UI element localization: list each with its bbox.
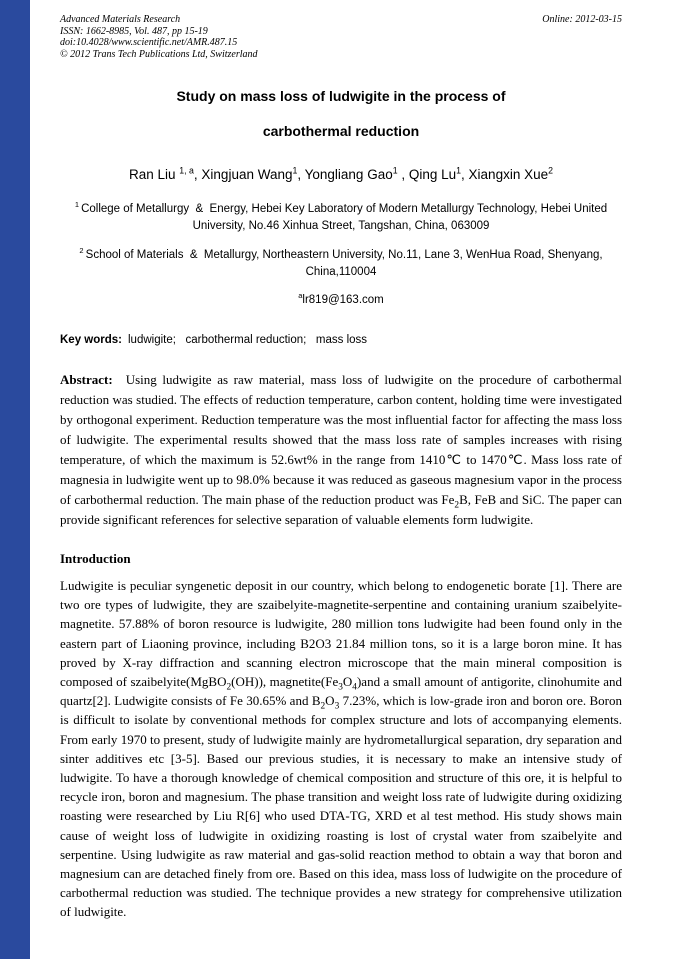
paper-title — [60, 86, 622, 141]
keywords-text: ludwigite; carbothermal reduction; mass loss — [128, 334, 368, 346]
author-email: $^a$lr819@163.com — [298, 291, 384, 306]
journal-header-row — [60, 14, 622, 26]
journal-copyright: © 2012 Trans Tech Publications Ltd, Switzerland — [60, 48, 258, 60]
journal-doi: doi:10.4028/www.scientific.net/AMR.487.15 — [60, 37, 238, 48]
keywords-label: Key words: — [60, 334, 122, 346]
keywords-line — [60, 332, 622, 348]
affiliation-1: $^1$ College of Metallurgy & Energy, Hebei Key Laboratory of Modern Metallurgy Technology, Hebei United University, No.46 Xinhua Street, Tangshan, China, 063009 — [74, 200, 611, 232]
paper-title-line-1: Study on mass loss of ludwigite in the process of — [176, 88, 506, 104]
left-edge-bar — [0, 0, 30, 959]
paper-title-line-2: carbothermal reduction — [262, 123, 420, 139]
affiliation-2: $^2$ School of Materials & Metallurgy, Northeastern University, No.11, Lane 3, WenHua Road, Shenyang, China,110004 — [79, 246, 606, 278]
article-page — [30, 0, 678, 959]
online-date: Online: 2012-03-15 — [542, 14, 622, 25]
journal-issn: ISSN: 1662-8985, Vol. 487, pp 15-19 — [60, 25, 208, 37]
abstract-text: Using ludwigite as raw material, mass loss of ludwigite on the procedure of carbothermal reduction was studied. The effects of reduction temperature, carbon content, holding time were investigated by orthogonal experiment. Reduction temperature was the most influential factor for affecting the mass loss of ludwigite. The experimental results showed that the mass loss rate of samples increases with rising temperature, of which the maximum is 52.6wt% in the range from 1410℃ to 1470℃. Mass loss rate of magnesia in ludwigite went up to 98.0% because it was reduced as gaseous magnesium vapor in the process of carbothermal reduction. The main phase of the reduction product was $Fe_2B$, FeB and SiC. The paper can provide significant references for selective separation of valuable elements form ludwigite. — [60, 372, 623, 527]
journal-name: Advanced Materials Research — [60, 14, 181, 25]
journal-header — [60, 14, 622, 60]
section-heading-introduction: Introduction — [60, 551, 131, 566]
abstract-label: Abstract: — [60, 372, 113, 387]
authors-line: Ran Liu $^{1, a}$, Xingjuan Wang$^1$, Yongliang Gao$^1$ , Qing Lu$^1$, Xiangxin Xue$^2$ — [129, 165, 553, 182]
introduction-paragraph: Ludwigite is peculiar syngenetic deposit in our country, which belong to endogenetic borate [1]. There are two ore types of ludwigite, they are szaibelyite-magnetite-serpentine and containing uranium szaibelyite-magnetite. 57.88% of boron resource is ludwigite, 280 million tons ludwigite had been found only in the eastern part of Liaoning province, including B2O3 21.84 million tons, so it is a large boron mine. It has proved by X-ray diffraction and scanning electron microscope that the main mineral composition is composed of szaibelyite(MgBO$_2$(OH)), $magnetite(Fe_3O_4)and$ a small amount of antigorite, clinohumite and quartz[2]. Ludwigite consists of Fe 30.65% and $B_2O_3$ 7.23%, which is low-grade iron and boron ore. Boron is difficult to isolate by conventional methods for complex structure and lots of accompanying elements. From early 1970 to present, study of ludwigite mainly are hydrometallurgical separation, dry separation and sinter additives etc [3-5]. Based our previous studies, it is necessary to make an intensive study of ludwigite. To have a thorough knowledge of chemical composition and structure of this ore, it is helpful to recycle iron, boron and magnesium. The phase transition and weight loss rate of ludwigite during oxidizing roasting were researched by Liu R[6] who used DTA-TG, XRD et al test method. His study shows main cause of weight loss of ludwigite in oxidizing roasting is lost of crystal water from szaibelyite and serpentine. Using ludwigite as raw material and gas-solid reaction method to obtain a way that boron and magnesium can are detached finely from ore. Based on this idea, mass loss of ludwigite on the procedure of carbothermal reduction was studied. The technique provides a new strategy for comprehensive utilization of ludwigite. — [60, 578, 623, 920]
abstract-paragraph — [60, 370, 622, 530]
